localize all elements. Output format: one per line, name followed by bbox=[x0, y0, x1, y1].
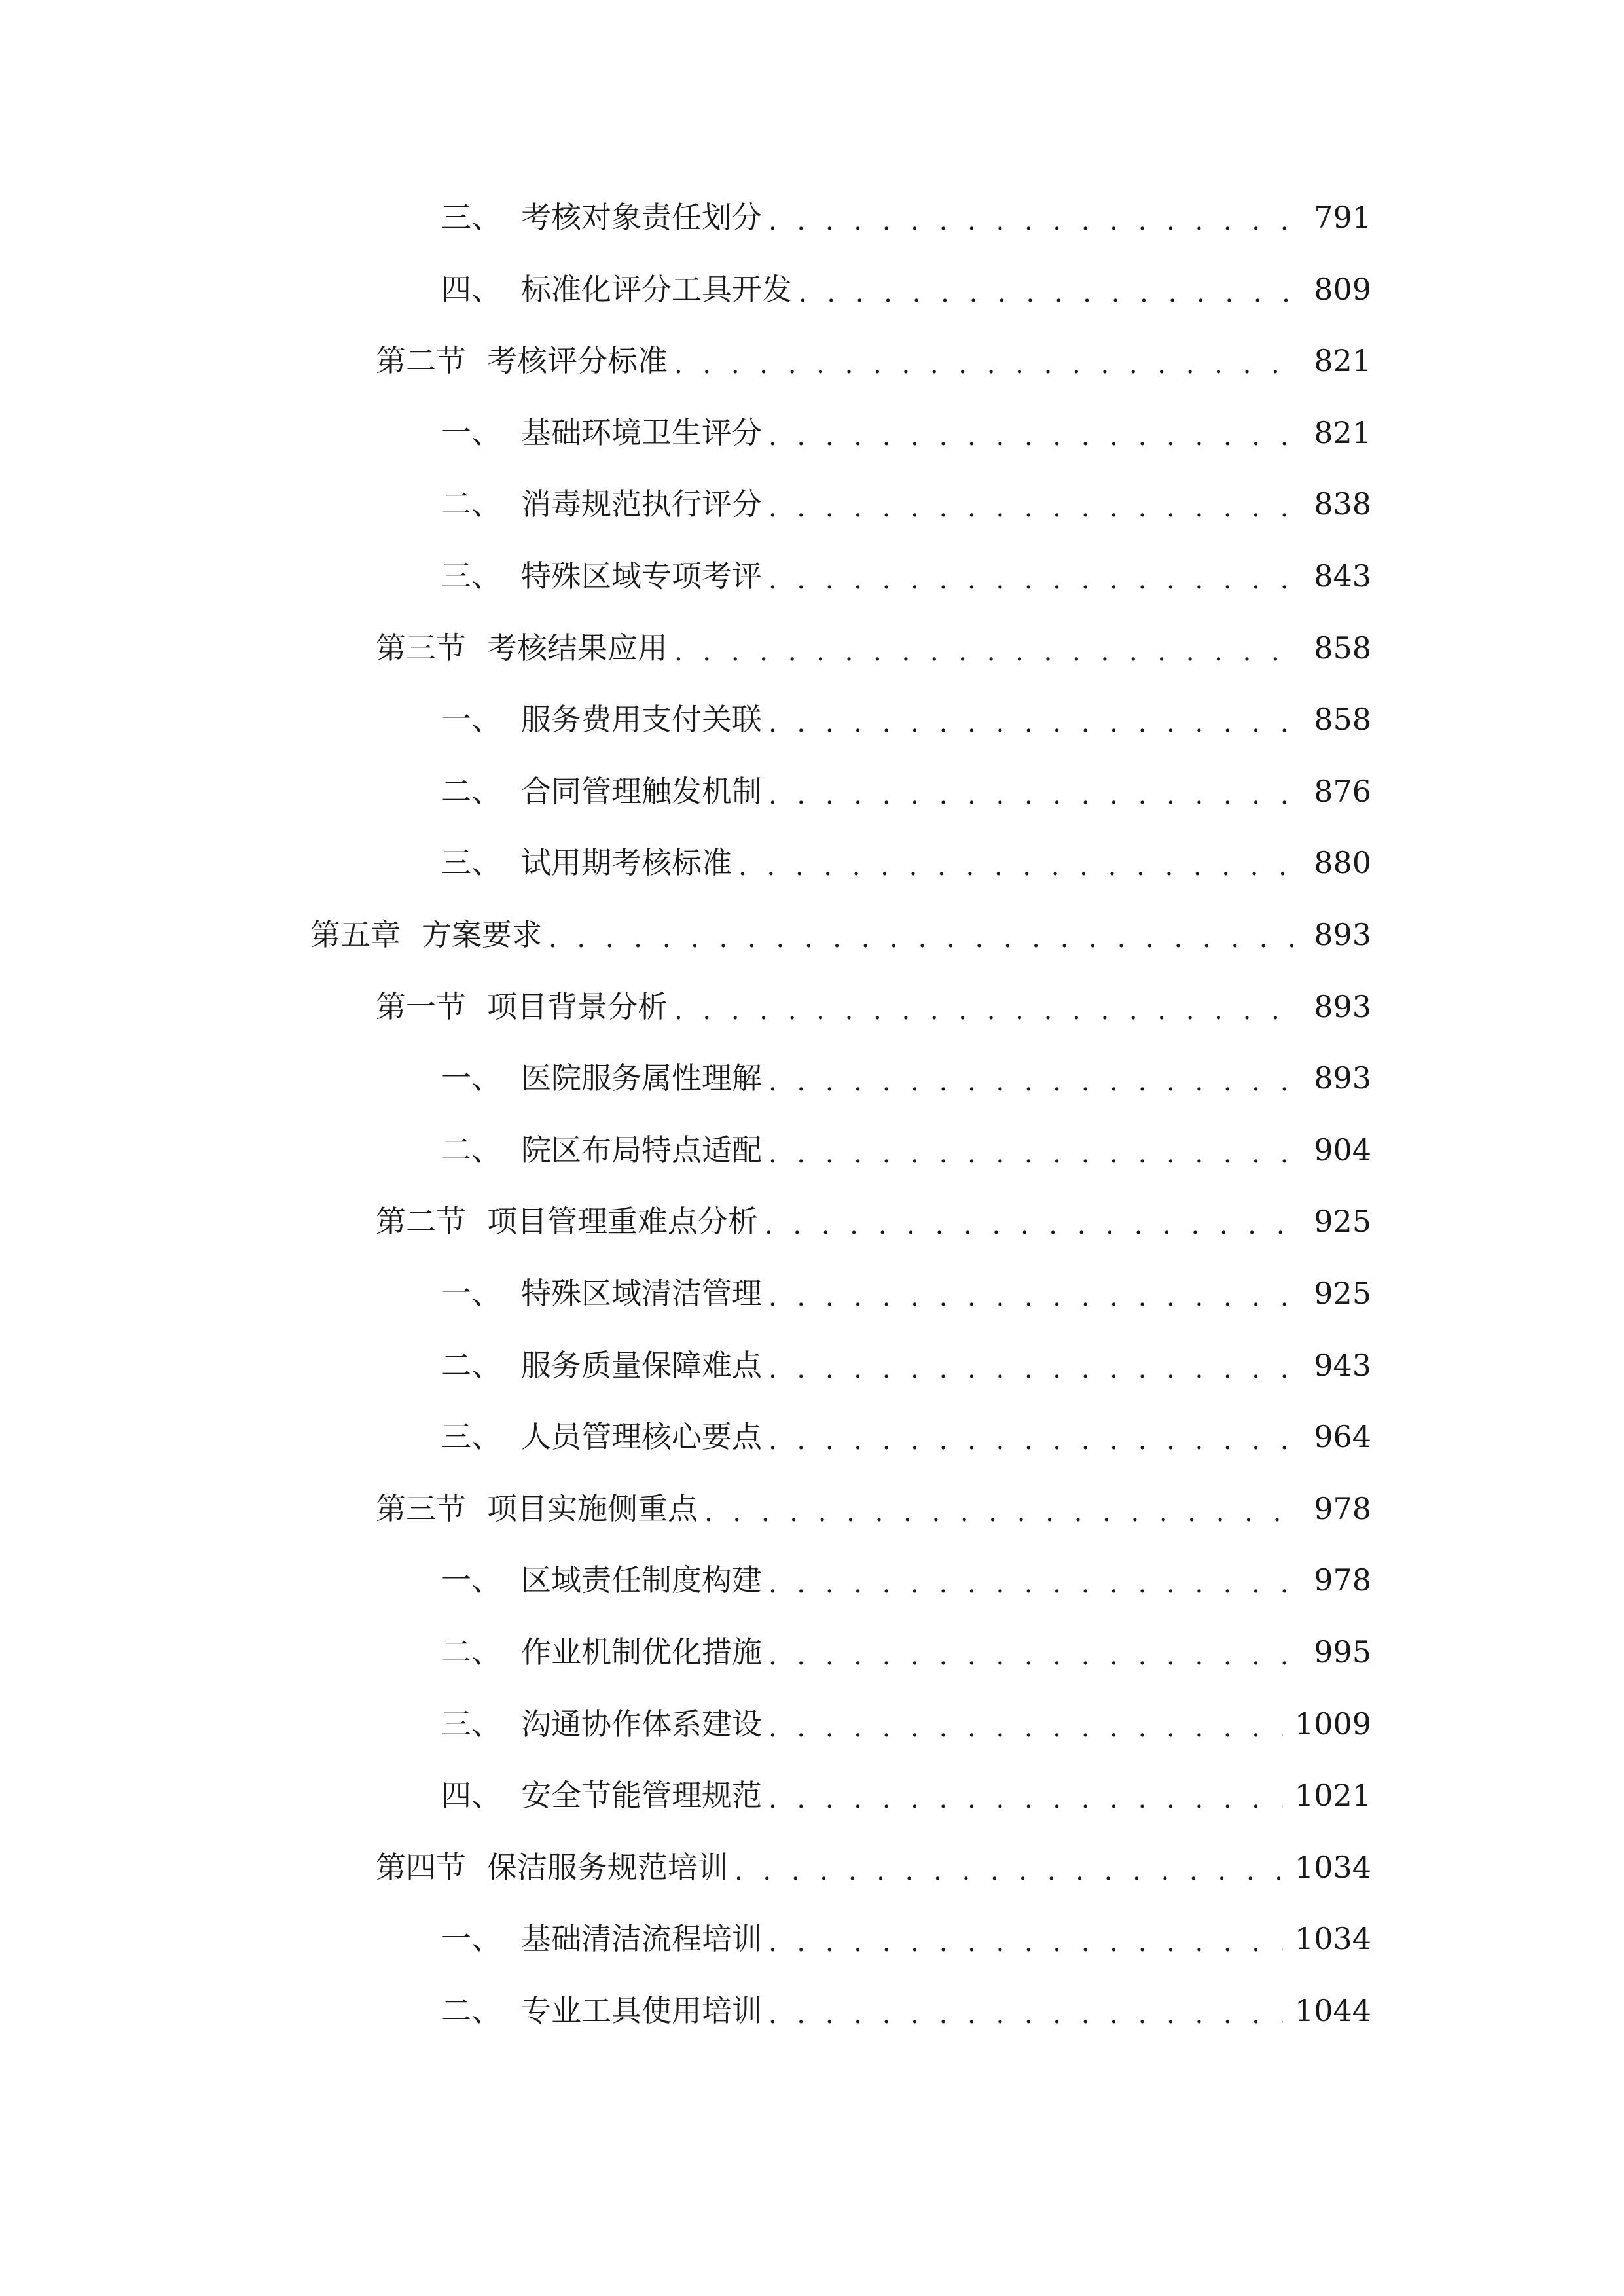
toc-entry-title: 特殊区域清洁管理 bbox=[521, 1276, 762, 1311]
toc-entry-number: 二、 bbox=[441, 774, 501, 809]
toc-entry[interactable] bbox=[441, 406, 1371, 459]
toc-entry-title: 院区布局特点适配 bbox=[521, 1132, 762, 1168]
toc-entry-title: 考核对象责任划分 bbox=[521, 200, 762, 235]
toc-entry-number: 四、 bbox=[441, 272, 501, 307]
toc-dot-leader bbox=[768, 1769, 1283, 1821]
toc-entry-number: 第二节 bbox=[376, 1204, 466, 1239]
toc-entry[interactable] bbox=[441, 765, 1371, 817]
toc-entry-number: 二、 bbox=[441, 1348, 501, 1383]
toc-entry[interactable] bbox=[441, 263, 1371, 315]
toc-entry[interactable] bbox=[441, 191, 1371, 243]
toc-page-number: 791 bbox=[1314, 200, 1371, 235]
toc-entry-number: 二、 bbox=[441, 1993, 501, 2028]
toc-entry[interactable] bbox=[376, 1482, 1371, 1535]
toc-entry-title: 基础环境卫生评分 bbox=[521, 415, 762, 450]
toc-entry-number: 一、 bbox=[441, 415, 501, 450]
toc-entry[interactable] bbox=[441, 1984, 1371, 2037]
toc-entry-number: 一、 bbox=[441, 1276, 501, 1311]
toc-dot-leader bbox=[549, 908, 1302, 961]
toc-entry[interactable] bbox=[441, 693, 1371, 745]
toc-entry-title: 考核结果应用 bbox=[487, 630, 668, 666]
toc-page-number: 893 bbox=[1314, 1060, 1371, 1096]
toc-page-number: 964 bbox=[1314, 1419, 1371, 1454]
toc-entry-number: 第五章 bbox=[310, 917, 401, 952]
toc-entry[interactable] bbox=[441, 1769, 1371, 1821]
toc-page-number: 1009 bbox=[1294, 1706, 1371, 1742]
toc-entry[interactable] bbox=[441, 550, 1371, 602]
toc-page-number: 925 bbox=[1314, 1276, 1371, 1311]
toc-entry-number: 二、 bbox=[441, 486, 501, 522]
toc-entry[interactable] bbox=[441, 836, 1371, 889]
toc-dot-leader bbox=[768, 1626, 1302, 1678]
toc-entry-number: 第一节 bbox=[376, 989, 466, 1024]
toc-entry-number: 一、 bbox=[441, 702, 501, 737]
toc-page-number: 943 bbox=[1314, 1348, 1371, 1383]
toc-entry[interactable] bbox=[441, 1554, 1371, 1606]
toc-entry-number: 二、 bbox=[441, 1634, 501, 1670]
toc-dot-leader bbox=[768, 1698, 1283, 1750]
toc-dot-leader bbox=[765, 1195, 1302, 1247]
toc-page-number: 893 bbox=[1314, 917, 1371, 952]
toc-entry-number: 三、 bbox=[441, 1419, 501, 1454]
toc-entry-title: 沟通协作体系建设 bbox=[521, 1706, 762, 1742]
toc-entry-title: 区域责任制度构建 bbox=[521, 1562, 762, 1598]
toc-entry-title: 医院服务属性理解 bbox=[521, 1060, 762, 1096]
toc-entry[interactable] bbox=[441, 1052, 1371, 1104]
toc-entry-number: 三、 bbox=[441, 200, 501, 235]
toc-entry-title: 专业工具使用培训 bbox=[521, 1993, 762, 2028]
toc-entry-number: 一、 bbox=[441, 1562, 501, 1598]
toc-dot-leader bbox=[768, 1124, 1302, 1176]
toc-entry[interactable] bbox=[441, 1124, 1371, 1176]
toc-dot-leader bbox=[768, 1339, 1302, 1391]
toc-entry-title: 项目实施侧重点 bbox=[487, 1491, 698, 1526]
toc-page-number: 858 bbox=[1314, 702, 1371, 737]
toc-entry-title: 消毒规范执行评分 bbox=[521, 486, 762, 522]
toc-dot-leader bbox=[674, 334, 1302, 387]
toc-entry-title: 试用期考核标准 bbox=[521, 845, 732, 880]
toc-page-number: 821 bbox=[1314, 415, 1371, 450]
toc-page-number: 843 bbox=[1314, 558, 1371, 594]
toc-dot-leader bbox=[768, 1410, 1302, 1463]
toc-dot-leader bbox=[768, 1052, 1302, 1104]
toc-dot-leader bbox=[768, 765, 1302, 817]
toc-entry-number: 一、 bbox=[441, 1921, 501, 1956]
toc-entry[interactable] bbox=[376, 1195, 1371, 1247]
toc-entry-number: 第三节 bbox=[376, 1491, 466, 1526]
toc-entry-number: 三、 bbox=[441, 1706, 501, 1742]
toc-entry-title: 保洁服务规范培训 bbox=[487, 1850, 728, 1885]
toc-entry-title: 方案要求 bbox=[422, 917, 542, 952]
toc-dot-leader bbox=[674, 622, 1302, 674]
toc-entry[interactable] bbox=[441, 1912, 1371, 1965]
toc-page-number: 978 bbox=[1314, 1491, 1371, 1526]
toc-entry[interactable] bbox=[376, 334, 1371, 387]
toc-dot-leader bbox=[674, 980, 1302, 1033]
toc-entry-number: 三、 bbox=[441, 845, 501, 880]
toc-entry-title: 服务费用支付关联 bbox=[521, 702, 762, 737]
toc-entry[interactable] bbox=[310, 908, 1371, 961]
toc-dot-leader bbox=[734, 1841, 1283, 1893]
toc-entry-title: 项目背景分析 bbox=[487, 989, 668, 1024]
toc-entry-title: 作业机制优化措施 bbox=[521, 1634, 762, 1670]
toc-entry-title: 项目管理重难点分析 bbox=[487, 1204, 758, 1239]
toc-entry[interactable] bbox=[376, 622, 1371, 674]
toc-page-number: 1034 bbox=[1294, 1850, 1371, 1885]
toc-entry-number: 第二节 bbox=[376, 343, 466, 378]
toc-page-number: 1044 bbox=[1294, 1993, 1371, 2028]
toc-entry-number: 二、 bbox=[441, 1132, 501, 1168]
toc-entry[interactable] bbox=[376, 980, 1371, 1033]
toc-entry[interactable] bbox=[441, 1267, 1371, 1319]
toc-entry-title: 标准化评分工具开发 bbox=[521, 272, 792, 307]
toc-dot-leader bbox=[768, 1984, 1283, 2037]
toc-page-number: 858 bbox=[1314, 630, 1371, 666]
toc-dot-leader bbox=[738, 836, 1302, 889]
toc-dot-leader bbox=[768, 1267, 1302, 1319]
toc-dot-leader bbox=[768, 693, 1302, 745]
toc-entry-number: 第四节 bbox=[376, 1850, 466, 1885]
toc-entry-title: 考核评分标准 bbox=[487, 343, 668, 378]
toc-entry-title: 人员管理核心要点 bbox=[521, 1419, 762, 1454]
toc-entry-number: 四、 bbox=[441, 1778, 501, 1813]
toc-entry-title: 特殊区域专项考评 bbox=[521, 558, 762, 594]
toc-entry-number: 三、 bbox=[441, 558, 501, 594]
toc-entry-number: 一、 bbox=[441, 1060, 501, 1096]
toc-entry-number: 第三节 bbox=[376, 630, 466, 666]
toc-dot-leader bbox=[704, 1482, 1302, 1535]
toc-entry[interactable] bbox=[441, 1626, 1371, 1678]
toc-page-number: 838 bbox=[1314, 486, 1371, 522]
toc-entry[interactable] bbox=[441, 1410, 1371, 1463]
toc-page-number: 904 bbox=[1314, 1132, 1371, 1168]
toc-entry[interactable] bbox=[441, 1339, 1371, 1391]
toc-page-number: 821 bbox=[1314, 343, 1371, 378]
toc-page-number: 876 bbox=[1314, 774, 1371, 809]
toc-page-number: 995 bbox=[1314, 1634, 1371, 1670]
toc-page-number: 880 bbox=[1314, 845, 1371, 880]
toc-dot-leader bbox=[768, 191, 1302, 243]
toc-dot-leader bbox=[768, 406, 1302, 459]
toc-page-number: 978 bbox=[1314, 1562, 1371, 1598]
toc-page-number: 1021 bbox=[1294, 1778, 1371, 1813]
toc-dot-leader bbox=[799, 263, 1302, 315]
toc-dot-leader bbox=[768, 550, 1302, 602]
toc-dot-leader bbox=[768, 1554, 1302, 1606]
toc-page-number: 809 bbox=[1314, 272, 1371, 307]
toc-entry-title: 基础清洁流程培训 bbox=[521, 1921, 762, 1956]
toc-entry[interactable] bbox=[376, 1841, 1371, 1893]
toc-dot-leader bbox=[768, 1912, 1283, 1965]
toc-page-number: 925 bbox=[1314, 1204, 1371, 1239]
toc-entry-title: 安全节能管理规范 bbox=[521, 1778, 762, 1813]
toc-entry-title: 合同管理触发机制 bbox=[521, 774, 762, 809]
toc-entry-title: 服务质量保障难点 bbox=[521, 1348, 762, 1383]
toc-dot-leader bbox=[768, 478, 1302, 530]
toc-entry[interactable] bbox=[441, 1698, 1371, 1750]
toc-page-number: 1034 bbox=[1294, 1921, 1371, 1956]
toc-entry[interactable] bbox=[441, 478, 1371, 530]
toc-page-number: 893 bbox=[1314, 989, 1371, 1024]
